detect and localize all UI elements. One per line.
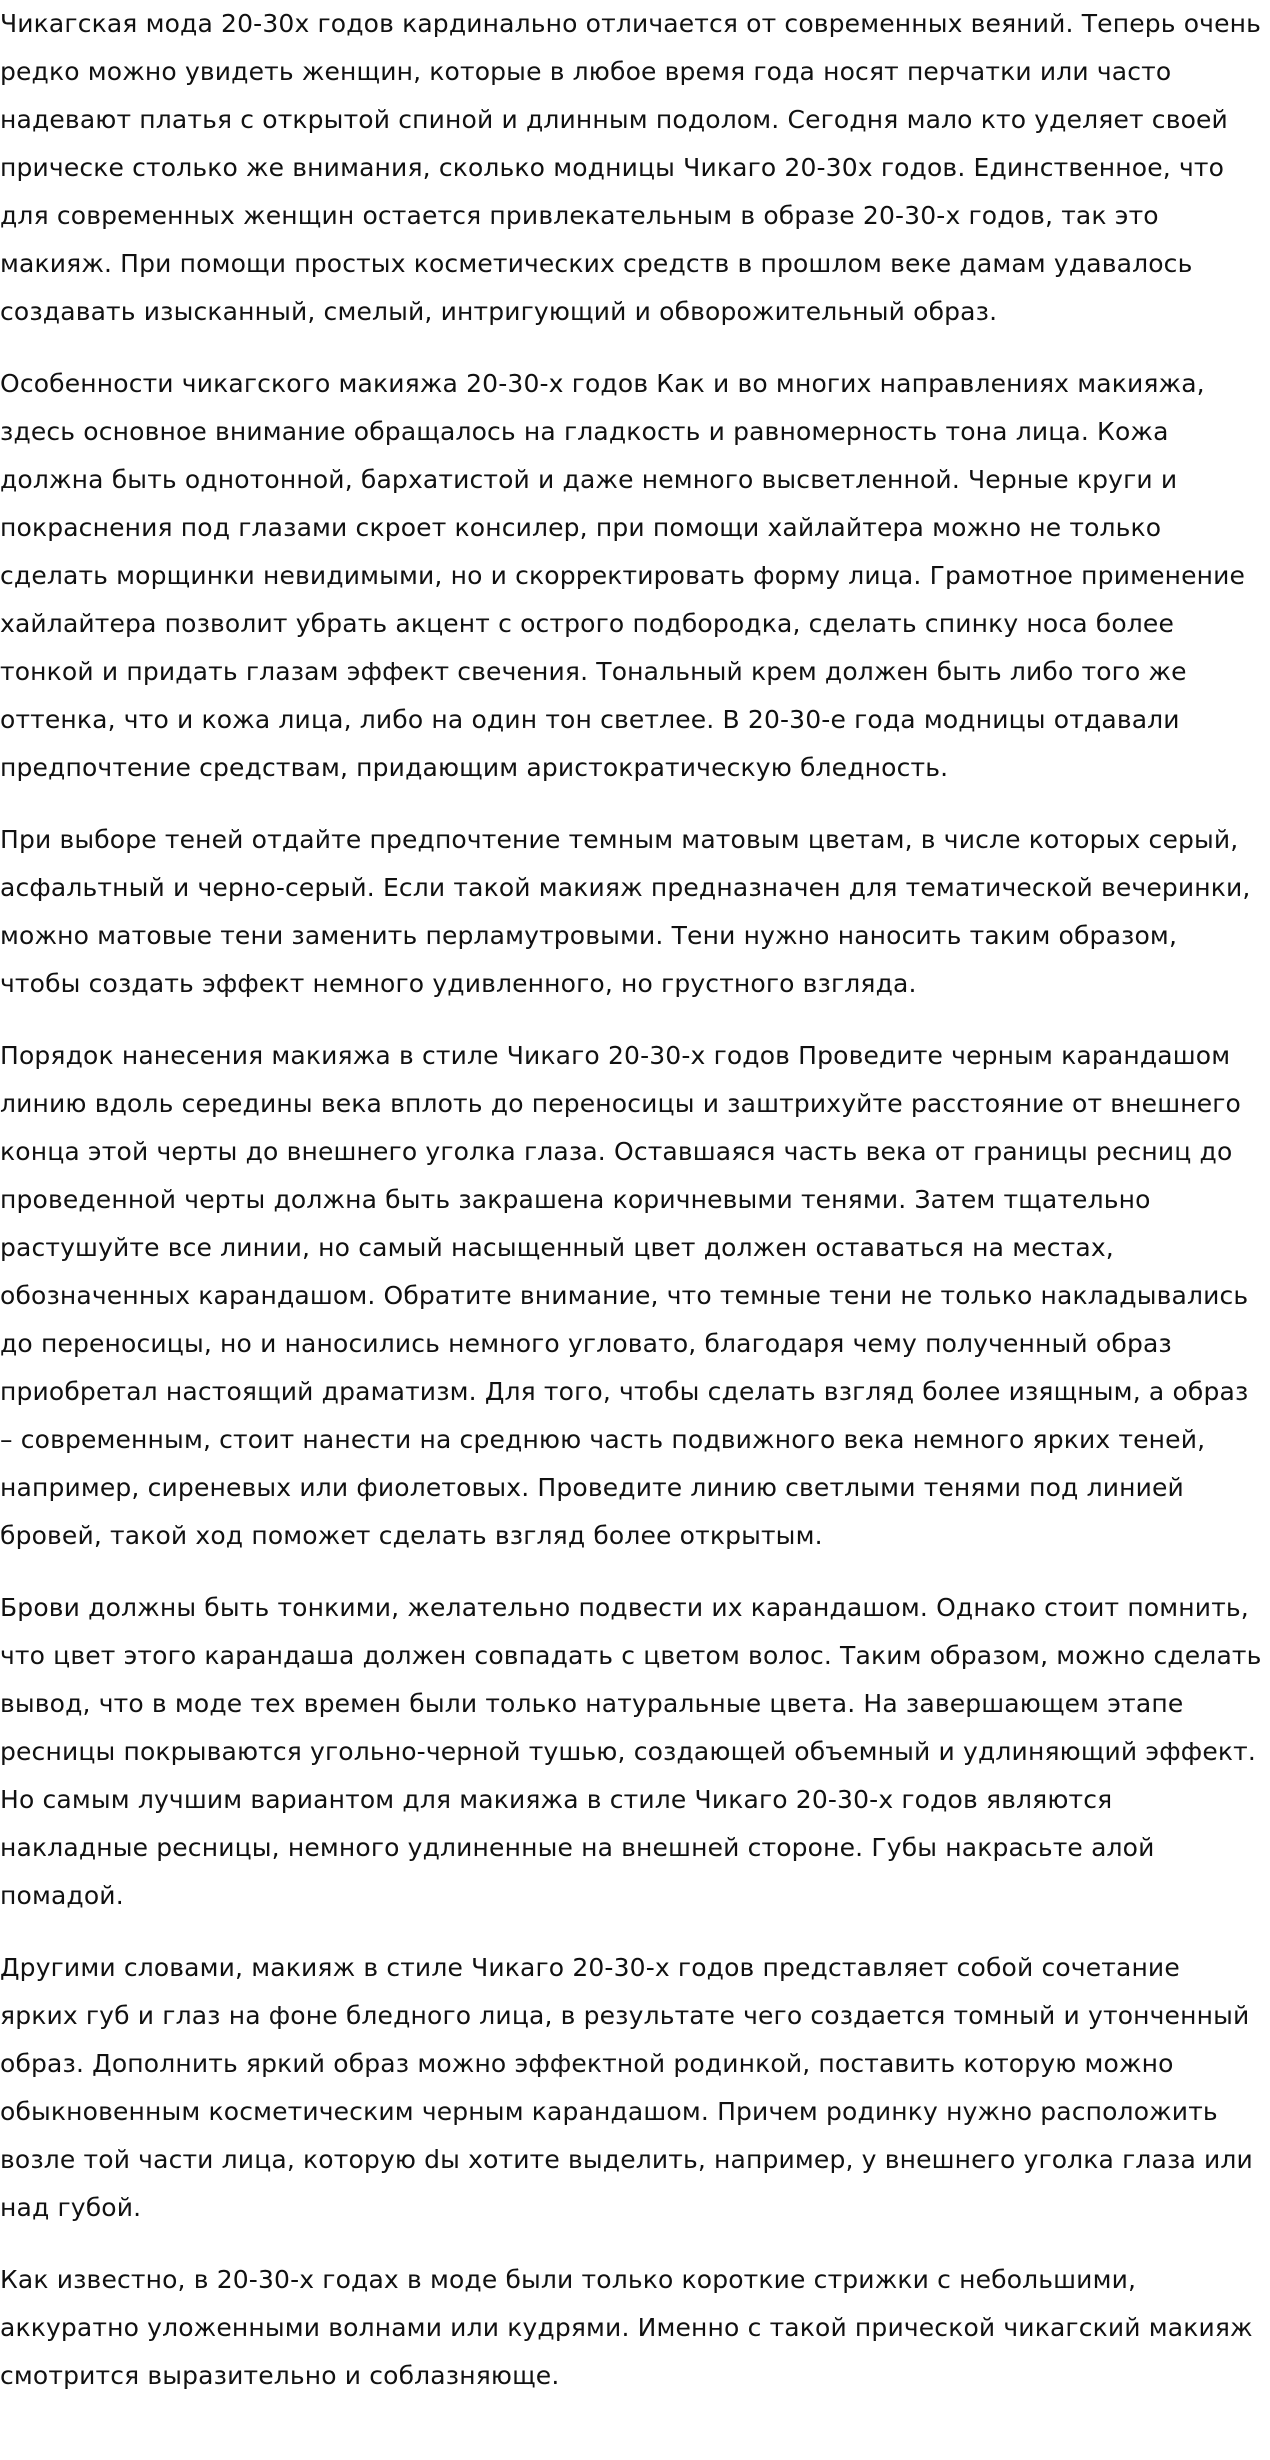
paragraph-application-order: Порядок нанесения макияжа в стиле Чикаго 20-30-х годов Проведите черным карандашом линию вдоль середины века вплоть до переносицы и заштрихуйте расстояние от внешнего конца этой черты до внешнего уголка глаза. Оставшаяся часть века от границы ресниц до проведенной черты должна быть закрашена коричневыми тенями. Затем тщательно растушуйте все линии, но самый насыщенный цвет должен оставаться на местах, обозначенных карандашом. Обратите внимание, что темные тени не только накладывались до переносицы, но и наносились немного угловато, благодаря чему полученный образ приобретал настоящий драматизм. Для того, чтобы сделать взгляд более изящным, а образ – современным, стоит нанести на среднюю часть подвижного века немного ярких теней, например, сиреневых или фиолетовых. Проведите линию светлыми тенями под линией бровей, такой ход поможет сделать взгляд более открытым. [0,1041,1249,1550]
paragraph-hairstyle: Как известно, в 20-30-х годах в моде были только короткие стрижки с небольшими, аккуратно уложенными волнами или кудрями. Именно с такой прической чикагский макияж смотрится выразительно и соблазняюще. [0,2265,1253,2390]
paragraph-intro: Чикагская мода 20-30х годов кардинально отличается от современных веяний. Теперь очень редко можно увидеть женщин, которые в любое время года носят перчатки или часто надевают платья с открытой спиной и длинным подолом. Сегодня мало кто уделяет своей прическе столько же внимания, сколько модницы Чикаго 20-30х годов. Единственное, что для современных женщин остается привлекательным в образе 20-30-х годов, так это макияж. При помощи простых косметических средств в прошлом веке дамам удавалось создавать изысканный, смелый, интригующий и обворожительный образ. [0,9,1261,326]
paragraph-eyeshadow: При выборе теней отдайте предпочтение темным матовым цветам, в числе которых серый, асфальтный и черно-серый. Если такой макияж предназначен для тематической вечеринки, можно матовые тени заменить перламутровыми. Тени нужно наносить таким образом, чтобы создать эффект немного удивленного, но грустного взгляда. [0,825,1251,998]
paragraph-skin-tone: Особенности чикагского макияжа 20-30-х годов Как и во многих направлениях макияжа, здесь основное внимание обращалось на гладкость и равномерность тона лица. Кожа должна быть однотонной, бархатистой и даже немного высветленной. Черные круги и покраснения под глазами скроет консилер, при помощи хайлайтера можно не только сделать морщинки невидимыми, но и скорректировать форму лица. Грамотное применение хайлайтера позволит убрать акцент с острого подбородка, сделать спинку носа более тонкой и придать глазам эффект свечения. Тональный крем должен быть либо того же оттенка, что и кожа лица, либо на один тон светлее. В 20-30-е года модницы отдавали предпочтение средствам, придающим аристократическую бледность. [0,369,1246,782]
paragraph-summary: Другими словами, макияж в стиле Чикаго 20-30-х годов представляет собой сочетание ярких губ и глаз на фоне бледного лица, в результате чего создается томный и утонченный образ. Дополнить яркий образ можно эффектной родинкой, поставить которую можно обыкновенным косметическим черным карандашом. Причем родинку нужно расположить возле той части лица, которую dы хотите выделить, например, у внешнего уголка глаза или над губой. [0,1953,1253,2222]
paragraph-brows-lashes-lips: Брови должны быть тонкими, желательно подвести их карандашом. Однако стоит помнить, что цвет этого карандаша должен совпадать с цветом волос. Таким образом, можно сделать вывод, что в моде тех времен были только натуральные цвета. На завершающем этапе ресницы покрываются угольно-черной тушью, создающей объемный и удлиняющий эффект. Но самым лучшим вариантом для макияжа в стиле Чикаго 20-30-х годов являются накладные ресницы, немного удлиненные на внешней стороне. Губы накрасьте алой помадой. [0,1593,1262,1910]
